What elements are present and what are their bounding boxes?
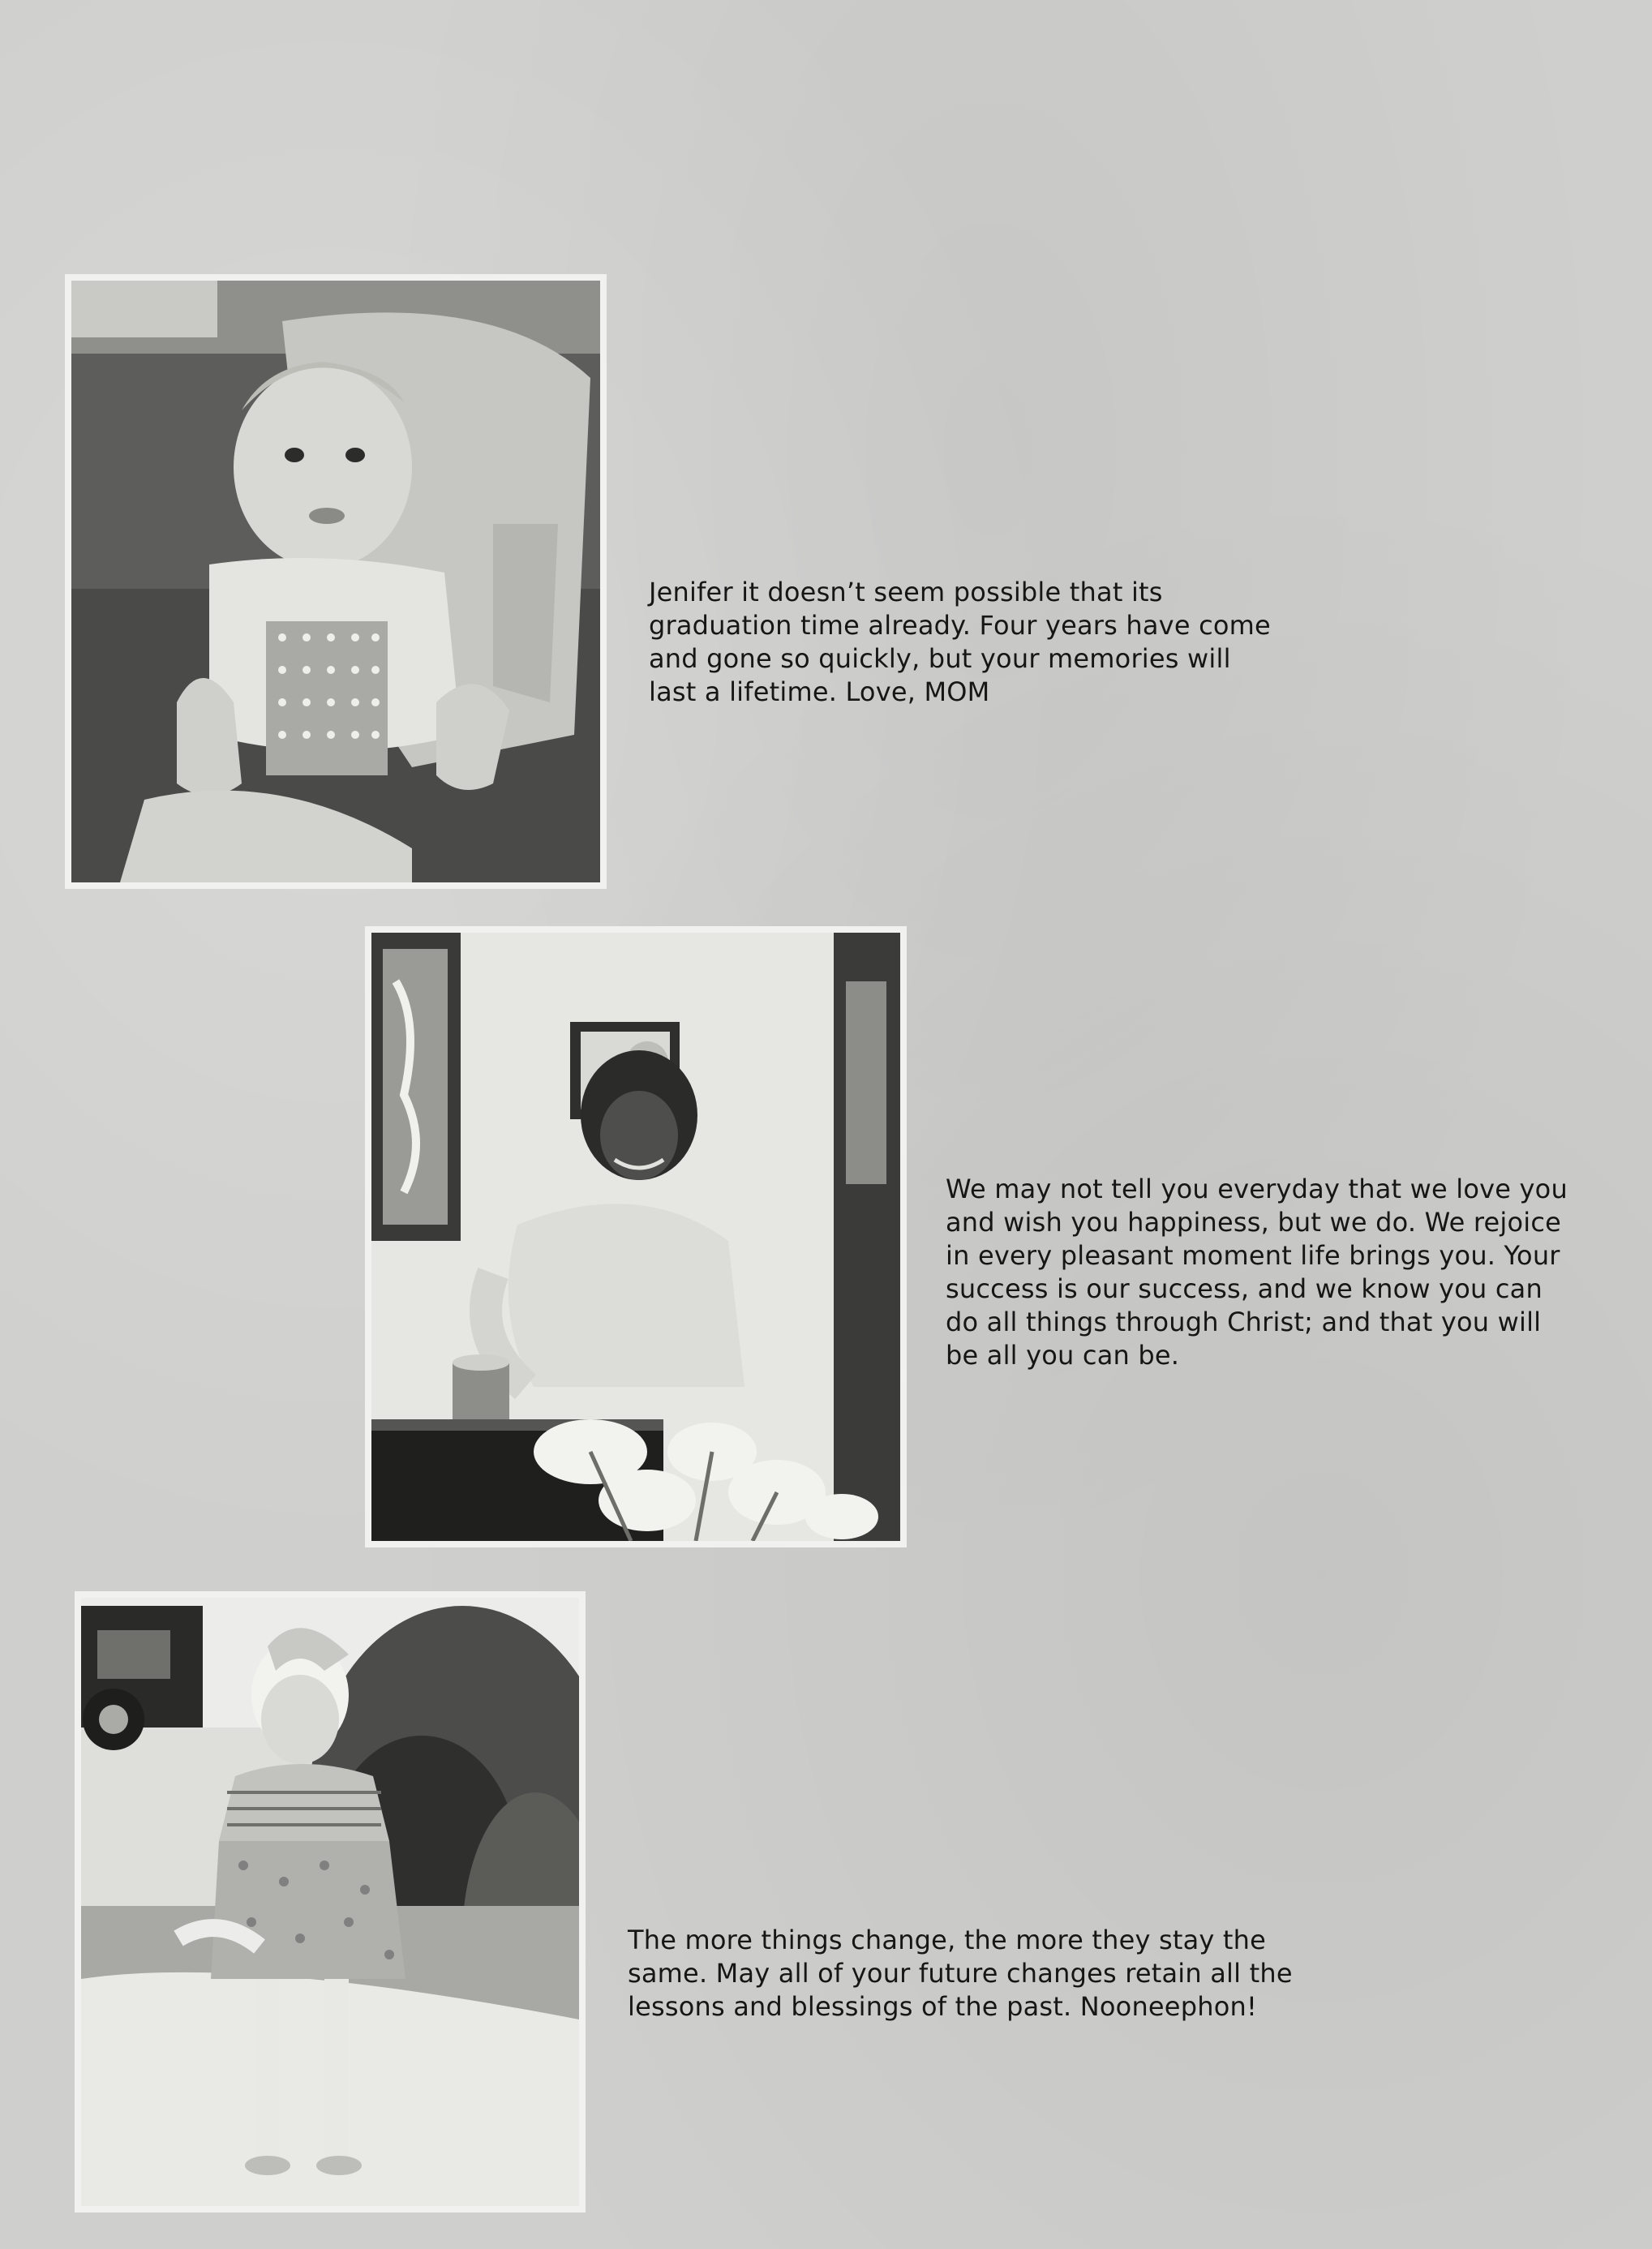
girl-outdoors-photo-frame [75,1591,586,2213]
caption-line: and gone so quickly, but your memories will [649,643,1231,674]
caption-line: The more things change, the more they stay the [628,1925,1267,1955]
caption-baby-photo [649,576,1271,709]
caption-outdoors-photo [628,1924,1293,2024]
baby-photo-frame [65,274,607,889]
caption-line: We may not tell you everyday that we love you [946,1174,1568,1204]
little-girl-outdoors-photo [81,1598,579,2206]
caption-line: Jenifer it doesn’t seem possible that its [649,577,1163,607]
caption-line: graduation time already. Four years have come [649,610,1271,641]
caption-line: same. May all of your future changes retain all the [628,1958,1293,1989]
baby-in-walker-photo [71,281,600,882]
caption-line: last a lifetime. Love, MOM [649,676,990,707]
caption-line: success is our success, and we know you can [946,1273,1543,1304]
young-girl-by-doorway-photo [371,933,900,1541]
girl-doorway-photo-frame [365,926,907,1547]
caption-line: in every pleasant moment life brings you. Your [946,1240,1560,1271]
caption-line: be all you can be. [946,1340,1180,1371]
caption-doorway-photo [946,1173,1568,1372]
caption-line: and wish you happiness, but we do. We rejoice [946,1207,1562,1238]
caption-line: do all things through Christ; and that you will [946,1307,1542,1337]
caption-line: lessons and blessings of the past. Nooneephon! [628,1991,1257,2022]
